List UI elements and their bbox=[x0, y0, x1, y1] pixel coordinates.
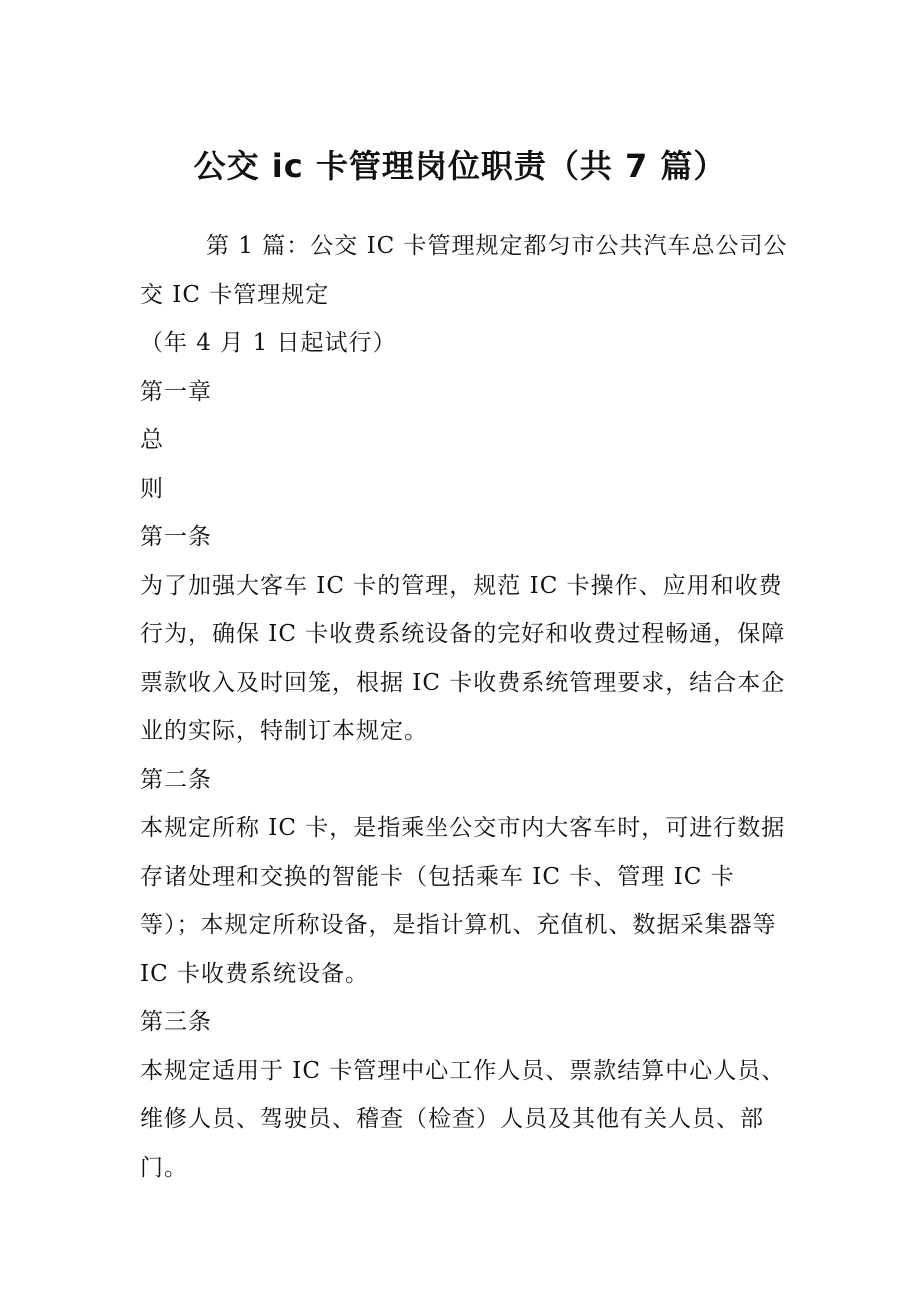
article-2-text: 本规定所称 IC 卡，是指乘坐公交市内大客车时，可进行数据存诸处理和交换的智能卡（包括乘车 IC 卡、管理 IC 卡等）；本规定所称设备，是指计算机、充值机、数据采集器等 IC 卡收费系统设备。 bbox=[140, 815, 786, 987]
chapter-title-line-1: 总 bbox=[140, 427, 164, 453]
intro-paragraph: 第 1 篇：公交 IC 卡管理规定都匀市公共汽车总公司公交 IC 卡管理规定 bbox=[140, 233, 788, 308]
date-note: （年 4 月 1 日起试行） bbox=[140, 330, 397, 356]
document-title: 公交 ic 卡管理岗位职责（共 7 篇） bbox=[193, 147, 727, 185]
article-2-heading: 第二条 bbox=[140, 766, 212, 793]
article-1-text: 为了加强大客车 IC 卡的管理，规范 IC 卡操作、应用和收费行为，确保 IC 卡收费系统设备的完好和收费过程畅通，保障票款收入及时回笼，根据 IC 卡收费系统管理要求，结合本企业的实际，特制订本规定。 bbox=[140, 572, 786, 744]
chapter-title-line-2: 则 bbox=[140, 475, 164, 502]
article-3-text: 本规定适用于 IC 卡管理中心工作人员、票款结算中心人员、维修人员、驾驶员、稽查（检查）人员及其他有关人员、部门。 bbox=[140, 1057, 786, 1181]
article-1-heading: 第一条 bbox=[140, 524, 212, 550]
document-body bbox=[140, 222, 790, 1192]
chapter-heading: 第一章 bbox=[140, 378, 212, 405]
article-3-heading: 第三条 bbox=[140, 1009, 212, 1035]
